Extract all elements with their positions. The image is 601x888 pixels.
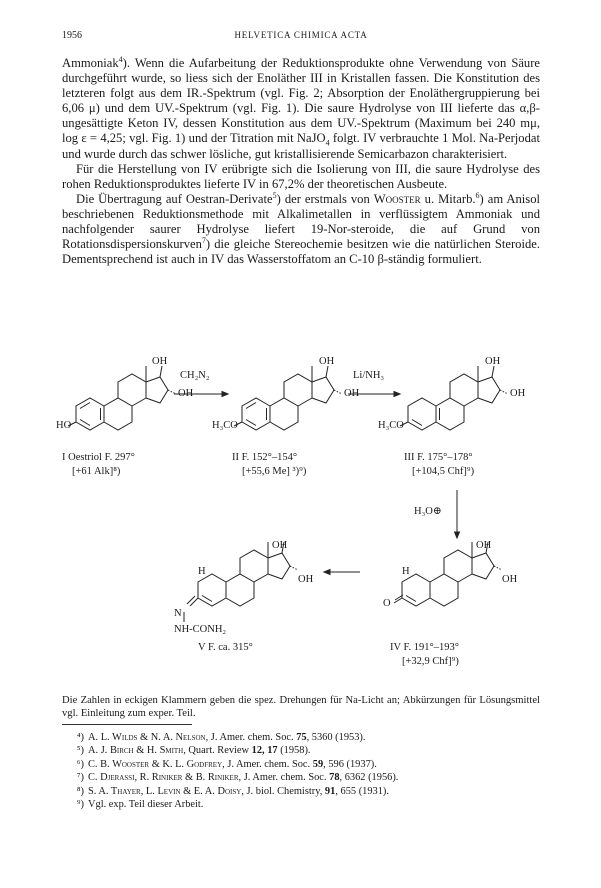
ref-7: 7 bbox=[201, 235, 206, 245]
p1-text-b: ). Wenn die Aufarbeitung der Reduktionsprodukte ohne Verwendung von Säure durchgeführt wurde, so liess sich der Enoläther III in Kristallen fassen. Die Konstitution des letzteren folgt aus dem IR.-Spektrum (vgl. Fig. 2; Absorption der Enoläthergruppierung bei 6,06 μ) und dem UV.-Spektrum (vgl. Fig. 1). Die saure Hydrolyse von III lieferte das α,β-ungesättigte Keton IV, dessen Konstitution aus dem UV.-Spektrum (Maximum bei 240 mμ, log ε = 4,25; vgl. Fig. 1) und der Titration mit NaJO bbox=[62, 56, 540, 146]
h-label-IV: H bbox=[402, 566, 410, 577]
scheme-caption: Die Zahlen in eckigen Klammern geben die spez. Drehungen für Na-Licht an; Abkürzungen für Lösungsmittel vgl. Einleitung zum exper. Teil. bbox=[62, 695, 540, 719]
oh-label-II-16: OH bbox=[344, 388, 360, 399]
footnote-5: ⁵) A. J. Birch & H. Smith, Quart. Review 12, 17 (1958). bbox=[76, 745, 311, 757]
footnotes bbox=[62, 731, 540, 811]
reaction-scheme bbox=[56, 356, 540, 688]
compound-II-structure bbox=[234, 366, 342, 430]
p1-text-a: Ammoniak bbox=[62, 56, 119, 70]
footnote-6: ⁶) C. B. Wooster & K. L. Godfrey, J. Amer. chem. Soc. 59, 596 (1937). bbox=[76, 758, 377, 770]
compound-IV-rotation: [+32,9 Chf]⁹) bbox=[402, 656, 459, 667]
paragraph-1 bbox=[62, 56, 540, 162]
p3-text-b: ) der erstmals von bbox=[276, 191, 374, 206]
reagent-ch2n2: CH₂N₂ bbox=[180, 370, 210, 381]
compound-III-structure bbox=[400, 366, 508, 430]
ho-label-I: HO bbox=[56, 420, 72, 431]
reagent-h3o: H₃O⊕ bbox=[414, 506, 442, 517]
footnote-8: ⁸) S. A. Thayer, L. Levin & E. A. Doisy, J. biol. Chemistry, 91, 655 (1931). bbox=[76, 785, 389, 797]
h-label-V: H bbox=[198, 566, 206, 577]
compound-V-label: V F. ca. 315° bbox=[198, 642, 253, 653]
oh-label-II-17: OH bbox=[319, 356, 335, 367]
compound-V-structure bbox=[184, 542, 298, 622]
ref-4: 4 bbox=[118, 54, 123, 64]
p3-text-e: ) die gleiche Stereochemie besitzen wie die natürlichen Steroide. Dementsprechend ist auch in IV das Wasserstoffatom an C-10 β-ständig formuliert. bbox=[62, 237, 540, 267]
compound-II-label: II F. 152°–154° bbox=[232, 452, 298, 463]
n-label-V: N bbox=[174, 608, 182, 619]
p3-text-a: Die Übertragung auf Oestran-Derivate bbox=[76, 191, 273, 206]
p3-text-d: ) am Anisol beschriebenen Reduktionsmethode mit Alkalimetallen in verflüssigtem Ammoniak und nachfolgender saurer Hydrolyse liefert 19-Nor-steroide, die auf Grund von Rotationsdispersionskurven bbox=[62, 191, 540, 252]
compound-III-label: III F. 175°–178° bbox=[404, 452, 473, 463]
semicarbazone-label: NH-CONH₂ bbox=[174, 624, 227, 635]
compound-I-label: I Oestriol F. 297° bbox=[62, 452, 135, 463]
footnote-7: ⁷) C. Djerassi, R. Riniker & B. Riniker, J. Amer. chem. Soc. 78, 6362 (1956). bbox=[76, 772, 399, 784]
journal-title: HELVETICA CHIMICA ACTA bbox=[234, 30, 368, 40]
arrow-3 bbox=[455, 490, 460, 538]
running-header bbox=[62, 30, 540, 44]
h3co-label-III: H₃CO bbox=[378, 420, 404, 431]
ref-6: 6 bbox=[475, 190, 480, 200]
author-wooster: Wooster bbox=[373, 191, 421, 206]
ref-5: 5 bbox=[272, 190, 277, 200]
oh-label-III-16: OH bbox=[510, 388, 526, 399]
page-number: 1956 bbox=[62, 30, 82, 41]
compound-I-structure bbox=[68, 366, 176, 430]
oh-label-IV-16: OH bbox=[502, 574, 518, 585]
p3-text-c: u. Mitarb. bbox=[420, 191, 476, 206]
oh-label-I-16: OH bbox=[178, 388, 194, 399]
o-label-IV: O bbox=[383, 598, 391, 609]
h3co-label-II: H₃CO bbox=[212, 420, 238, 431]
footnote-divider bbox=[62, 724, 192, 725]
body-text bbox=[62, 56, 540, 267]
oh-label-V-16: OH bbox=[298, 574, 314, 585]
footnote-9: ⁹) Vgl. exp. Teil dieser Arbeit. bbox=[76, 799, 204, 811]
reagent-li-nh3: Li/NH₃ bbox=[353, 370, 385, 381]
oh-label-I-17: OH bbox=[152, 356, 168, 367]
compound-I-rotation: [+61 Alk]⁸) bbox=[72, 466, 121, 477]
compound-IV-label: IV F. 191°–193° bbox=[390, 642, 459, 653]
paragraph-3 bbox=[62, 192, 540, 267]
p1-text-d: folgt. IV verbrauchte 1 Mol. Na-Perjodat und wurde durch das schwer lösliche, gut kristallisierende Semicarbazon charakterisiert. bbox=[62, 131, 540, 161]
oh-label-IV-17: OH bbox=[476, 540, 492, 551]
oh-label-III-17: OH bbox=[485, 356, 501, 367]
oh-label-V-17: OH bbox=[272, 540, 288, 551]
footnote-4: ⁴) A. L. Wilds & N. A. Nelson, J. Amer. chem. Soc. 75, 5360 (1953). bbox=[76, 732, 366, 743]
compound-II-rotation: [+55,6 Me] ³)⁹) bbox=[242, 466, 307, 477]
paragraph-2: Für die Herstellung von IV erübrigte sich die Isolierung von III, die saure Hydrolyse des rohen Reduktionsproduktes lieferte IV in 67,2% der theoretischen Ausbeute. bbox=[62, 161, 540, 191]
compound-III-rotation: [+104,5 Chf]⁹) bbox=[412, 466, 475, 477]
arrow-4 bbox=[324, 570, 360, 575]
scheme-drawing bbox=[62, 362, 540, 688]
p1-subscript: 4 bbox=[325, 138, 330, 148]
